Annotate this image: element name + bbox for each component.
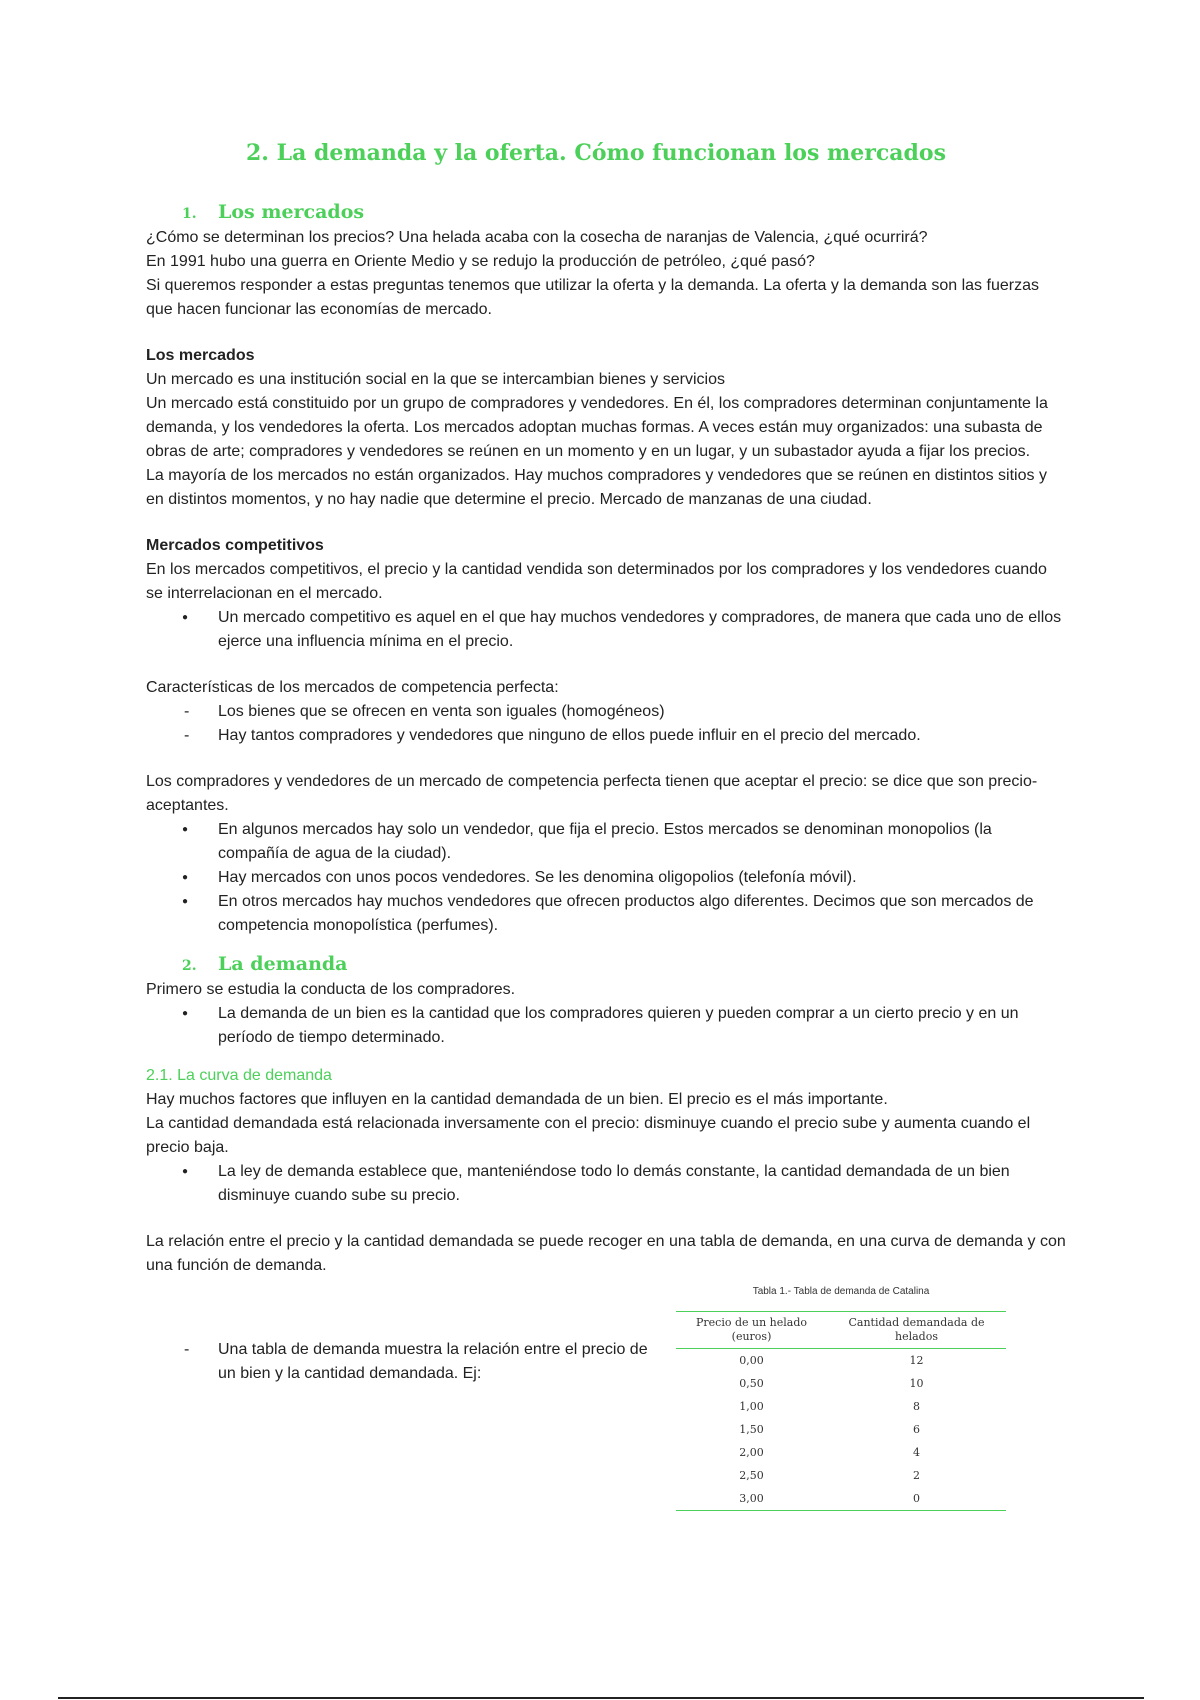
demand-table-figure <box>676 1286 1006 1511</box>
table-cell: 2,50 <box>739 1469 764 1482</box>
section-number: 2. <box>182 958 197 974</box>
table-cell: 4 <box>913 1446 920 1459</box>
bullet-list <box>146 818 1066 938</box>
list-item: - Hay tantos compradores y vendedores que ninguno de ellos puede influir en el precio del mercado. <box>146 724 1066 748</box>
table-header-row <box>676 1312 1006 1349</box>
table-cell: 6 <box>913 1423 920 1436</box>
intro-line: En 1991 hubo una guerra en Oriente Medio y se redujo la producción de petróleo, ¿qué pasó? <box>146 253 815 270</box>
section-heading-demanda <box>146 952 1066 978</box>
table-cell: 1,00 <box>739 1400 764 1413</box>
bullet-list <box>146 1160 1066 1208</box>
table-row <box>676 1464 1006 1487</box>
table-row <box>676 1372 1006 1395</box>
table-cell: 12 <box>909 1354 924 1367</box>
section-number: 1. <box>182 206 197 222</box>
paragraph: Características de los mercados de competencia perfecta: <box>146 679 559 696</box>
list-item: ● Un mercado competitivo es aquel en el que hay muchos vendedores y compradores, de manera que cada uno de ellos ejerce una influencia mínima en el precio. <box>146 606 1066 654</box>
document-body <box>146 200 1066 1538</box>
intro-line: Si queremos responder a estas preguntas tenemos que utilizar la oferta y la demanda. La oferta y la demanda son las fuerzas que hacen funcionar las economías de mercado. <box>146 277 1039 318</box>
paragraph: En los mercados competitivos, el precio y la cantidad vendida son determinados por los compradores y los vendedores cuando se interrelacionan en el mercado. <box>146 561 1047 602</box>
list-item: ● En otros mercados hay muchos vendedores que ofrecen productos algo diferentes. Decimos que son mercados de competencia monopolística (perfumes). <box>146 890 1066 938</box>
intro-line: ¿Cómo se determinan los precios? Una helada acaba con la cosecha de naranjas de Valencia, ¿qué ocurrirá? <box>146 229 928 246</box>
table-cell: 1,50 <box>739 1423 764 1436</box>
table-row <box>676 1418 1006 1441</box>
column-header-cantidad: Cantidad demandada de helados <box>827 1312 1006 1349</box>
list-item: ● La demanda de un bien es la cantidad que los compradores quieren y pueden comprar a un cierto precio y en un período de tiempo determinado. <box>146 1002 1066 1050</box>
column-header-precio: Precio de un helado (euros) <box>676 1312 827 1349</box>
paragraph: Primero se estudia la conducta de los compradores. <box>146 981 516 998</box>
subsection-heading: 2.1. La curva de demanda <box>146 1067 332 1084</box>
table-row <box>676 1441 1006 1464</box>
section-title: Los mercados <box>218 201 365 223</box>
table-example-area <box>146 1278 1066 1538</box>
list-item: - Los bienes que se ofrecen en venta son iguales (homogéneos) <box>146 700 1066 724</box>
paragraph: La cantidad demandada está relacionada inversamente con el precio: disminuye cuando el precio sube y aumenta cuando el precio baja. <box>146 1115 1031 1156</box>
list-item: ● Hay mercados con unos pocos vendedores. Se les denomina oligopolios (telefonía móvil). <box>146 866 1066 890</box>
table-cell: 0,00 <box>739 1354 764 1367</box>
list-item: - Una tabla de demanda muestra la relación entre el precio de un bien y la cantidad demandada. Ej: <box>146 1338 666 1386</box>
paragraph: Los compradores y vendedores de un mercado de competencia perfecta tienen que aceptar el precio: se dice que son precio-aceptantes. <box>146 773 1038 814</box>
section-heading-mercados <box>146 200 1066 226</box>
table-row <box>676 1395 1006 1418</box>
list-item: ● En algunos mercados hay solo un vendedor, que fija el precio. Estos mercados se denominan monopolios (la compañía de agua de la ciudad). <box>146 818 1066 866</box>
dash-list <box>146 700 1066 748</box>
bullet-list <box>146 606 1066 654</box>
list-item: ● La ley de demanda establece que, manteniéndose todo lo demás constante, la cantidad demandada de un bien disminuye cuando sube su precio. <box>146 1160 1066 1208</box>
table-cell: 2,00 <box>739 1446 764 1459</box>
subheading-mercados-competitivos: Mercados competitivos <box>146 537 324 554</box>
paragraph: La relación entre el precio y la cantidad demandada se puede recoger en una tabla de demanda, en una curva de demanda y con una función de demanda. <box>146 1233 1066 1274</box>
paragraph: Un mercado está constituido por un grupo de compradores y vendedores. En él, los compradores determinan conjuntamente la demanda, y los vendedores la oferta. Los mercados adoptan muchas formas. A veces están muy organizados: una subasta de obras de arte; compradores y vendedores se reúnen en un momento y en un lugar, y un subastador ayuda a fijar los precios. <box>146 395 1048 460</box>
subheading-los-mercados: Los mercados <box>146 347 255 364</box>
footer-divider <box>58 1697 1144 1699</box>
table-cell: 10 <box>909 1377 924 1390</box>
dash-list <box>146 1338 666 1386</box>
table-caption: Tabla 1.- Tabla de demanda de Catalina <box>752 1286 930 1297</box>
bullet-list <box>146 1002 1066 1050</box>
table-cell: 0 <box>827 1487 1006 1511</box>
demand-table <box>676 1311 1006 1511</box>
table-cell: 2 <box>913 1469 920 1482</box>
paragraph: La mayoría de los mercados no están organizados. Hay muchos compradores y vendedores que se reúnen en distintos sitios y en distintos momentos, y no hay nadie que determine el precio. Mercado de manzanas de una ciudad. <box>146 467 1047 508</box>
table-row <box>676 1487 1006 1511</box>
table-row <box>676 1349 1006 1373</box>
page-title: 2. La demanda y la oferta. Cómo funcionan los mercados <box>245 140 946 166</box>
paragraph: Un mercado es una institución social en la que se intercambian bienes y servicios <box>146 371 725 388</box>
paragraph: Hay muchos factores que influyen en la cantidad demandada de un bien. El precio es el más importante. <box>146 1091 888 1108</box>
table-cell: 3,00 <box>676 1487 827 1511</box>
section-title: La demanda <box>218 953 348 975</box>
table-cell: 8 <box>913 1400 920 1413</box>
table-cell: 0,50 <box>739 1377 764 1390</box>
